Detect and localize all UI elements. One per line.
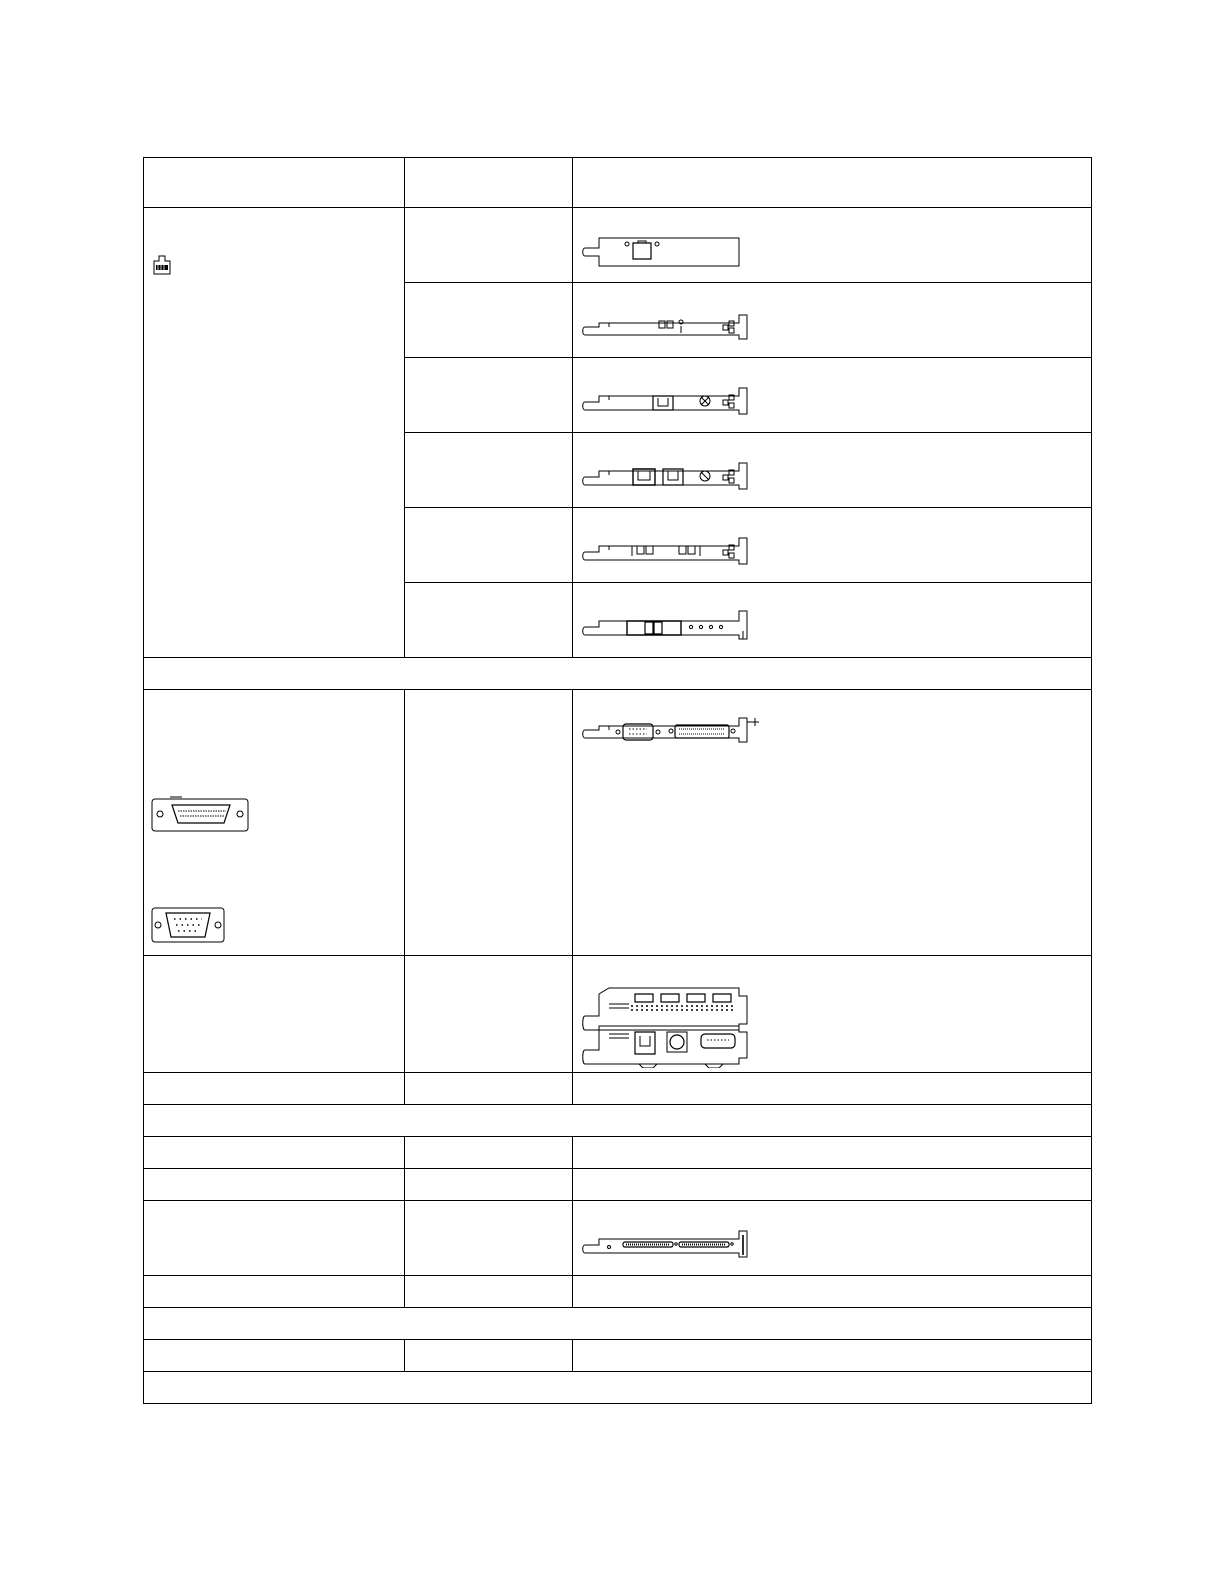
table-row	[144, 1169, 1092, 1201]
sc-fiber-adapter-icon	[579, 609, 759, 645]
table-row	[144, 690, 1092, 956]
table-row	[144, 1201, 1092, 1276]
connector-cell	[144, 1340, 405, 1372]
connector-cell	[144, 1169, 405, 1201]
adapter-cell	[405, 508, 573, 583]
adapter-cell	[405, 956, 573, 1073]
connector-cell-ethernet	[144, 208, 405, 658]
adapter-cell	[405, 1169, 573, 1201]
adapter-cell	[405, 358, 573, 433]
section-row	[144, 1308, 1092, 1340]
adapter-cell	[405, 1073, 573, 1105]
illustration-cell	[573, 956, 1092, 1073]
adapter-cell	[405, 583, 573, 658]
connector-cell	[144, 1137, 405, 1169]
quad-led-port-adapter-icon	[579, 536, 759, 570]
single-rj45-adapter-icon	[579, 236, 749, 270]
section-cell	[144, 658, 1092, 690]
table-row	[144, 1137, 1092, 1169]
adapter-cell	[405, 283, 573, 358]
adapter-cell	[405, 690, 573, 956]
table-row	[144, 1073, 1092, 1105]
illustration-cell	[573, 690, 1092, 956]
illustration-cell	[573, 1137, 1092, 1169]
table-header-row	[144, 158, 1092, 208]
illustration-cell	[573, 1169, 1092, 1201]
section-row	[144, 1372, 1092, 1404]
illustration-cell	[573, 1276, 1092, 1308]
illustration-cell	[573, 1340, 1092, 1372]
illustration-cell	[573, 283, 1092, 358]
usb-keyboard-serial-adapter-icon	[579, 986, 759, 1068]
connector-cell	[144, 956, 405, 1073]
illustration-cell	[573, 1073, 1092, 1105]
dual-vhdci-adapter-icon	[579, 1229, 759, 1263]
connector-cell	[144, 1073, 405, 1105]
adapter-cell	[405, 1201, 573, 1276]
illustration-cell	[573, 433, 1092, 508]
illustration-cell	[573, 508, 1092, 583]
connector-cell	[144, 1201, 405, 1276]
fiber-single-port-adapter-icon	[579, 386, 759, 420]
adapter-cell	[405, 1340, 573, 1372]
adapter-cell	[405, 208, 573, 283]
section-cell	[144, 1308, 1092, 1340]
illustration-cell	[573, 583, 1092, 658]
illustration-cell	[573, 208, 1092, 283]
illustration-cell	[573, 358, 1092, 433]
adapter-cell	[405, 1137, 573, 1169]
dual-port-led-adapter-icon	[579, 313, 759, 345]
rj45-port-icon	[150, 254, 174, 276]
section-row	[144, 658, 1092, 690]
connector-cell-video-scsi	[144, 690, 405, 956]
section-cell	[144, 1105, 1092, 1137]
fiber-dual-port-adapter-icon	[579, 461, 759, 495]
header-cell-adapter	[405, 158, 573, 208]
adapter-cell	[405, 1276, 573, 1308]
vga-scsi-adapter-icon	[579, 716, 769, 750]
scsi-connector-icon	[150, 795, 250, 833]
header-cell-connector	[144, 158, 405, 208]
header-cell-illustration	[573, 158, 1092, 208]
adapter-cell	[405, 433, 573, 508]
table-row	[144, 1276, 1092, 1308]
illustration-cell	[573, 1201, 1092, 1276]
section-row	[144, 1105, 1092, 1137]
table-row	[144, 208, 1092, 283]
adapter-table	[143, 157, 1092, 1404]
table-row	[144, 956, 1092, 1073]
table-row	[144, 1340, 1092, 1372]
section-cell	[144, 1372, 1092, 1404]
db15-vga-connector-icon	[150, 906, 226, 944]
connector-cell	[144, 1276, 405, 1308]
